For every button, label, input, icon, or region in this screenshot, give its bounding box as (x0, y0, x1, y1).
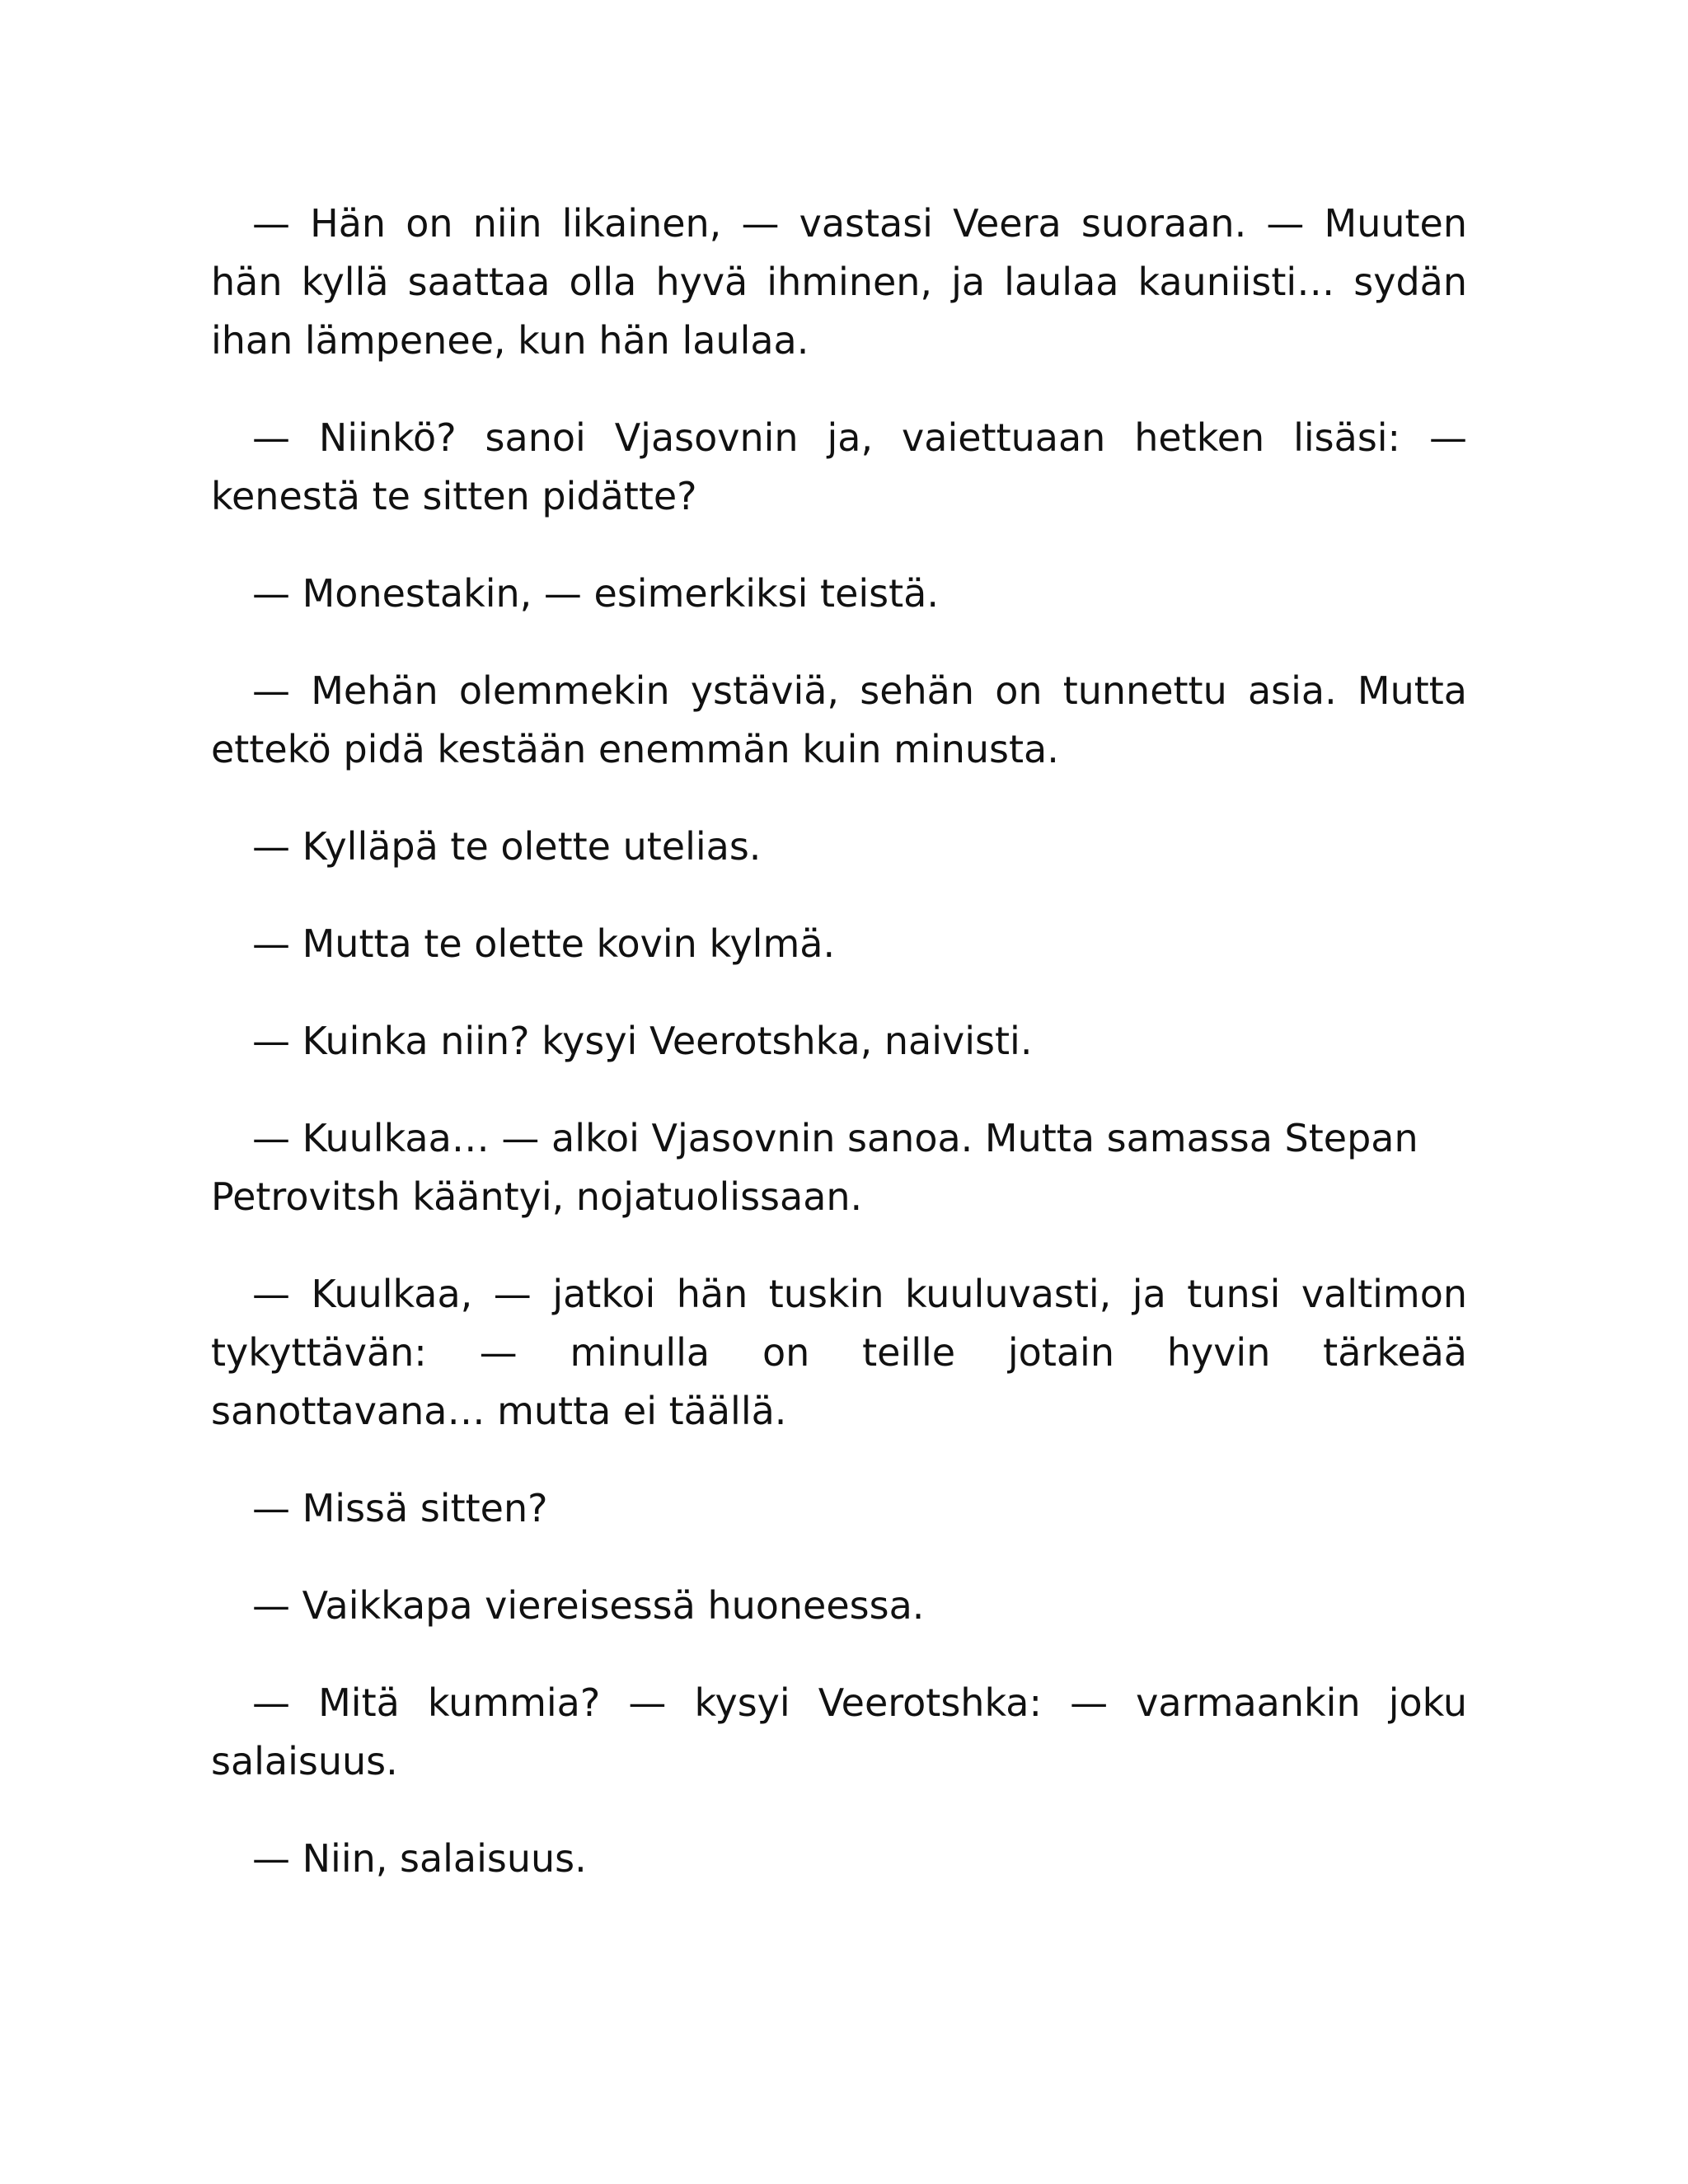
paragraph-1: — Hän on niin likainen, — vastasi Veera suoraan. — Muuten hän kyllä saattaa olla hyvä ihminen, ja laulaa kauniisti… sydän ihan lämpenee, kun hän laulaa. (211, 201, 1467, 363)
document-page (211, 194, 1467, 1888)
paragraph-13: — Niin, salaisuus. (252, 1836, 587, 1881)
paragraph-10: — Missä sitten? (252, 1486, 548, 1530)
paragraph-4: — Mehän olemmekin ystäviä, sehän on tunnettu asia. Mutta ettekö pidä kestään enemmän kuin minusta. (211, 668, 1467, 771)
paragraph-6: — Mutta te olette kovin kylmä. (252, 921, 836, 966)
paragraph-5: — Kylläpä te olette utelias. (252, 824, 762, 869)
paragraph-9: — Kuulkaa, — jatkoi hän tuskin kuuluvasti, ja tunsi valtimon tykyttävän: — minulla on teille jotain hyvin tärkeää sanottavana… mutta ei täällä. (211, 1272, 1467, 1433)
paragraph-3: — Monestakin, — esimerkiksi teistä. (252, 571, 939, 616)
paragraph-8: — Kuulkaa… — alkoi Vjasovnin sanoa. Mutta samassa Stepan Petrovitsh kääntyi, nojatuolissaan. (211, 1116, 1418, 1219)
paragraph-2: — Niinkö? sanoi Vjasovnin ja, vaiettuaan hetken lisäsi: — kenestä te sitten pidätte? (211, 415, 1467, 518)
paragraph-11: — Vaikkapa viereisessä huoneessa. (252, 1583, 925, 1628)
paragraph-7: — Kuinka niin? kysyi Veerotshka, naivisti. (252, 1019, 1033, 1063)
paragraph-12: — Mitä kummia? — kysyi Veerotshka: — varmaankin joku salaisuus. (211, 1680, 1467, 1783)
